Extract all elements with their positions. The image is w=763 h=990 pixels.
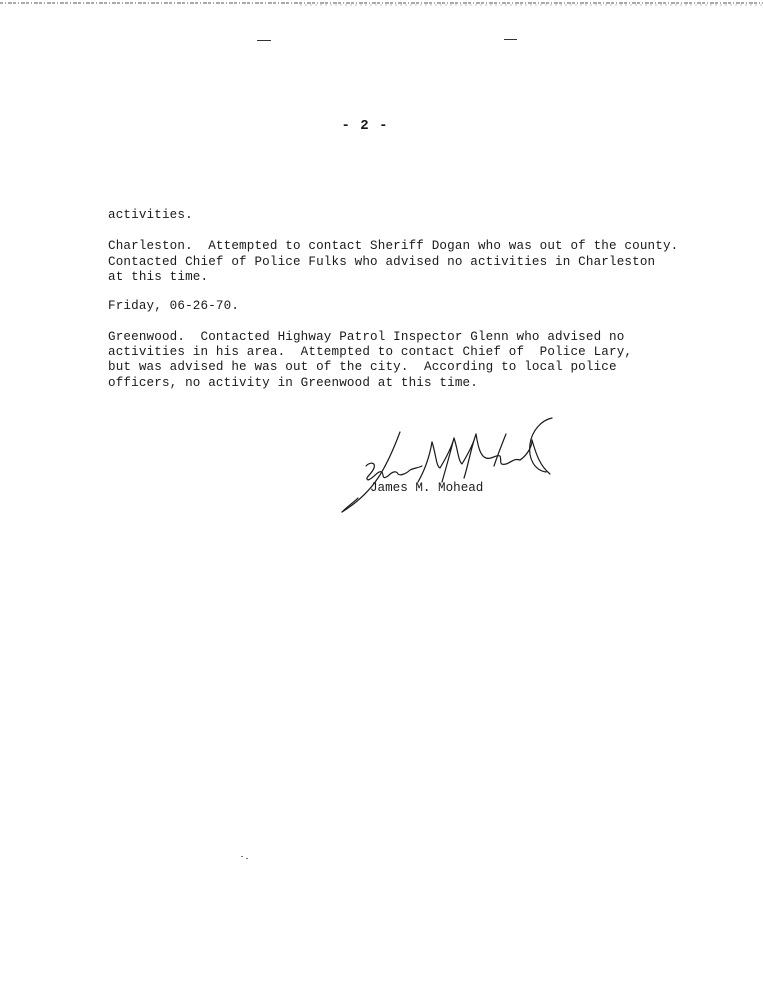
- scan-mark-left: [257, 40, 271, 41]
- body-line: activities.: [108, 208, 193, 222]
- scan-top-edge: [0, 0, 763, 8]
- body-line: but was advised he was out of the city. According to local police: [108, 360, 617, 374]
- scan-speck: [246, 858, 248, 859]
- body-line: Friday, 06-26-70.: [108, 299, 240, 313]
- handwritten-signature: [336, 410, 566, 520]
- scan-mark-right: [504, 39, 517, 40]
- body-line: at this time.: [108, 270, 209, 284]
- body-line: officers, no activity in Greenwood at this time.: [108, 376, 478, 390]
- body-line: Greenwood. Contacted Highway Patrol Inspector Glenn who advised no: [108, 330, 625, 344]
- page-number: - 2 -: [341, 118, 389, 134]
- body-line: Charleston. Attempted to contact Sheriff Dogan who was out of the county.: [108, 239, 679, 253]
- body-line: activities in his area. Attempted to contact Chief of Police Lary,: [108, 345, 633, 359]
- body-line: Contacted Chief of Police Fulks who advised no activities in Charleston: [108, 255, 656, 269]
- typed-signer-name: James M. Mohead: [370, 481, 484, 495]
- scan-speck: [241, 856, 243, 857]
